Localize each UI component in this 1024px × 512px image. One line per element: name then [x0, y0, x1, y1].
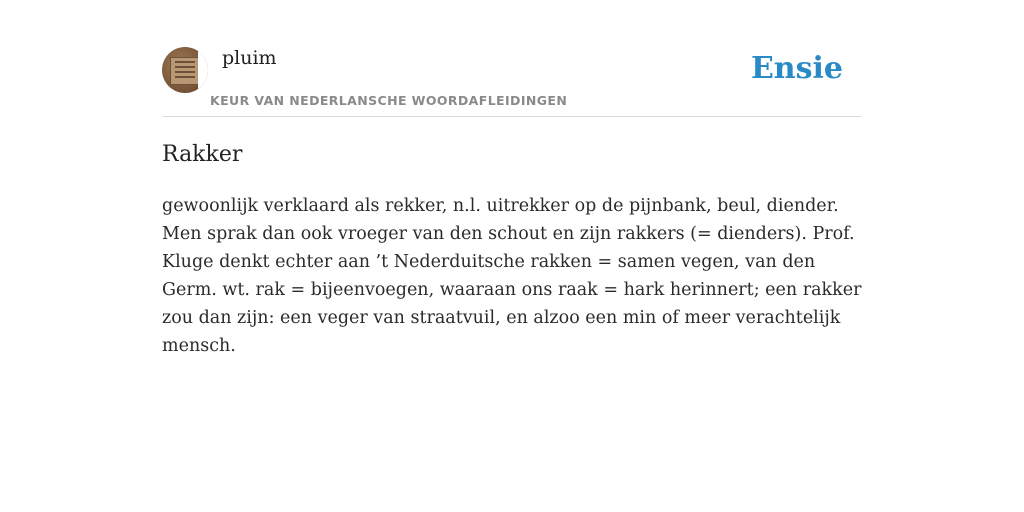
brand-logo[interactable]: Ensie: [750, 51, 843, 86]
header: [162, 0, 862, 117]
entry-title: Rakker: [162, 142, 243, 167]
username-link[interactable]: pluim: [222, 47, 277, 69]
collection-title[interactable]: KEUR VAN NEDERLANSCHE WOORDAFLEIDINGEN: [210, 93, 568, 108]
book-cover-image: [170, 57, 200, 85]
avatar[interactable]: [162, 47, 208, 93]
entry-definition: gewoonlijk verklaard als rekker, n.l. uitrekker op de pijnbank, beul, diender. Men sprak dan ook vroeger van den schout en zijn rakkers (= dienders). Prof. Kluge denkt echter aan ’t Nederduitsche rakken = samen vegen, van den Germ. wt. rak = bijeenvoegen, waaraan ons raak = hark herinnert; een rakker zou dan zijn: een veger van straatvuil, en alzoo een min of meer verachtelijk mensch.: [162, 196, 862, 356]
